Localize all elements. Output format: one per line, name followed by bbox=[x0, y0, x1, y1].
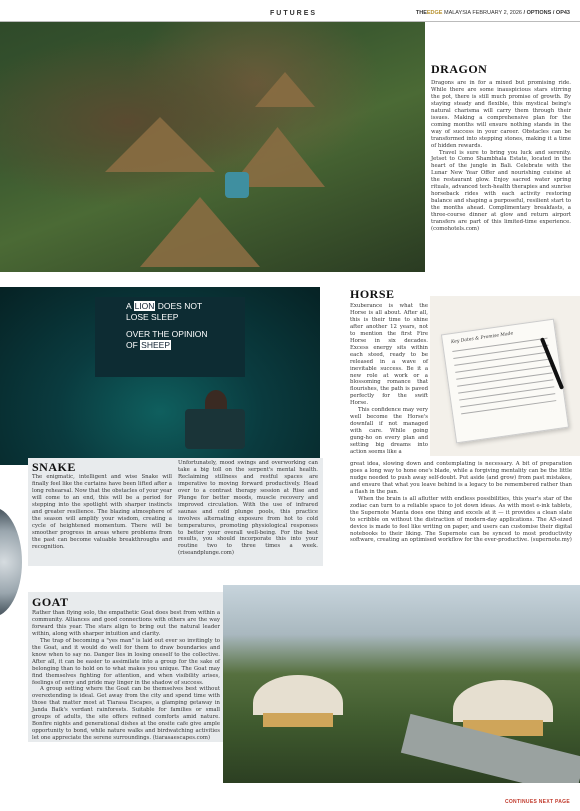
paragraph: Exuberance is what the Horse is all about. After all, this is their time to shine after another 12 years, not to mention the first Fire Horse in six decades. Excess energy sits within each steed, ready to be released in a wave of inevitable success. Be it a new role at work or a blossoming romance that flourishes, the path is paved perfectly for the swift Horse. bbox=[350, 303, 428, 407]
resort-photo bbox=[0, 22, 425, 272]
slide-text-top bbox=[126, 301, 202, 322]
separator: / bbox=[523, 10, 526, 16]
slide-text: DOES NOT bbox=[155, 301, 203, 311]
slide-text: LOSE SLEEP bbox=[126, 311, 179, 322]
horse-body-wide bbox=[350, 461, 572, 544]
paragraph: Rather than flying solo, the empathetic Goat does best from within a community. Alliances and good connections with others are the way forward this year. The stars align to bring out the natural leader within, along with sharper intuition and clarity. bbox=[32, 610, 220, 637]
supernote-photo bbox=[430, 296, 580, 456]
glamping-photo bbox=[223, 585, 580, 783]
notebook-title: Key Dates & Promise Made bbox=[450, 331, 514, 346]
notebook bbox=[441, 319, 569, 444]
decorative-moon bbox=[0, 507, 22, 617]
contrast-therapy-photo bbox=[0, 287, 320, 465]
goat-section bbox=[28, 592, 223, 742]
slide-highlight: SHEEP bbox=[141, 339, 170, 350]
villa-roof bbox=[105, 117, 215, 172]
issue-date: FEBRUARY 2, 2026 bbox=[472, 10, 522, 16]
paragraph: Travel is sure to bring you luck and serenity. Jetset to Como Shambhala Estate, located in the heart of the jungle in Bali. Celebrate with the Lunar New Year Offer and nourishing cuisine at the restaurant glow. Enjoy sacred water spring rituals, advanced tech-health therapies and sunrise horseback rides with each activity restoring balance and shaping a purposeful, resilient start to the months ahead. Complimentary breakfasts, a three-course dinner at glow and return airport transfers are part of this limited-time experience. (comohotels.com) bbox=[431, 149, 571, 233]
options-label: OPTIONS bbox=[526, 10, 552, 16]
slide-text: OF bbox=[126, 339, 141, 350]
plunge-tub bbox=[185, 409, 245, 449]
tent bbox=[253, 675, 343, 715]
masthead bbox=[416, 10, 570, 16]
brand-the: THE bbox=[415, 10, 427, 16]
brand-name: EDGE bbox=[426, 10, 443, 16]
paragraph: When the brain is all aflutter with endless possibilities, this year's star of the zodiac can turn to a reliable space to jot down ideas. As with most e-ink tablets, the Supernote Manta does one thing and excels at it — it provides a clean slate to scribble on without the distraction of modern-day applications. The A5-sized device is made to feel like writing on paper, and users can customise their digital notebooks to their liking. The Supernote can be synced to most productivity software, creating an optimised workflow for the ever-productive. (supernote.my) bbox=[350, 495, 572, 544]
goat-body bbox=[32, 610, 220, 742]
pool bbox=[225, 172, 249, 198]
tent-base bbox=[263, 713, 333, 727]
paragraph: great idea, slowing down and contemplating is necessary. A bit of preparation goes a long way to hone one's blade, while a forgiving mentality can be the little nudge needed to push away self-doubt. Put aside (and grow) from past mistakes, and ensure that what you leave behind is a legacy to be remembered rather than a flash in the pan. bbox=[350, 461, 572, 495]
paragraph: Dragons are in for a mixed but promising ride. While there are some inauspicious stars stirring the pot, there is still much promise of growth. By staying steady and flexible, this mystical being's natural charisma will carry them through their issues. Making a comprehensive plan for the coming months will ensure nothing stands in the way of success in your career. Obstacles can be transformed into stepping stones, making it a time of hidden rewards. bbox=[431, 80, 571, 149]
dragon-body bbox=[431, 80, 571, 233]
separator: / bbox=[552, 10, 555, 16]
continues-label: CONTINUES NEXT PAGE bbox=[504, 799, 570, 805]
villa-roof bbox=[255, 72, 315, 107]
section-label: FUTURES bbox=[270, 10, 318, 17]
goat-heading: GOAT bbox=[32, 595, 69, 609]
snake-section bbox=[28, 458, 323, 566]
snake-heading: SNAKE bbox=[32, 460, 76, 474]
brand-country: MALAYSIA bbox=[443, 10, 471, 16]
slide-text: OVER THE OPINION bbox=[126, 329, 208, 339]
horse-body-narrow bbox=[350, 303, 428, 456]
paragraph: A group setting where the Goat can be themselves best without overextending is ideal. Get away from the city and spend time with those that matter most at Tiarasa Escapes, a glamping getaway in Janda Baik's verdant rainforests. Suitable for families or small groups of adults, the site offers refined comforts amid nature. Bonfire nights and generational dishes at the onsite cafe give ample opportunity to bond, while nature walks and birdwatching activities let one appreciate the serene surroundings. (tiarasaescapes.com) bbox=[32, 686, 220, 742]
villa-roof bbox=[140, 197, 260, 267]
slide-text-bottom bbox=[126, 329, 208, 350]
dragon-section bbox=[431, 62, 571, 233]
snake-col1: The enigmatic, intelligent and wise Snake will finally feel like the curtains have been lifted after a long rehearsal. Now that the obstacles of your year will come to an end, this will be a period for stepping into the spotlight with sharper instincts and greater resilience. The blazing atmosphere of the season will amplify your wisdom, creating a cycle of heightened momentum. There will be smoother progress in areas where problems from the past can become valuable breakthroughs and recognition. bbox=[32, 474, 172, 550]
page-number: OP43 bbox=[555, 10, 570, 16]
paragraph: The trap of becoming a "yes man" is laid out ever so invitingly to the Goat, and it would do well for them to draw boundaries and know when to say no. Danger lies in losing oneself to the collective. After all, it can be easier to assimilate into a group for the sake of belonging than to hold on to what makes you unique. The Goat may find themselves fighting for attention, and when visibility arises, feelings of envy and pride may linger in the shadow of success. bbox=[32, 637, 220, 686]
slide-highlight: LION bbox=[134, 301, 155, 311]
tent bbox=[453, 680, 553, 722]
dragon-heading: DRAGON bbox=[431, 62, 488, 76]
paragraph: This confidence may very well become the Horse's downfall if not managed with care. While going gung-ho on every plan and setting big dreams into action seems like a bbox=[350, 407, 428, 456]
slide-text: A bbox=[126, 301, 134, 311]
snake-col2: Unfortunately, mood swings and overworking can take a big toll on the serpent's mental health. Reclaiming stillness and restful spaces are imperative to moving forward productively. Head over to a contrast therapy session at Rise and Plunge for better moods, muscle recovery and improved circulation. With the use of infrared saunas and cold plunge pools, this practice involves alternating exposure from hot to cold temperatures, promoting physiological responses to better your overall well-being. For the best results, you should incorporate this into your routine two to three times a week. (riseandplunge.com) bbox=[178, 460, 318, 557]
horse-heading: HORSE bbox=[350, 287, 395, 301]
